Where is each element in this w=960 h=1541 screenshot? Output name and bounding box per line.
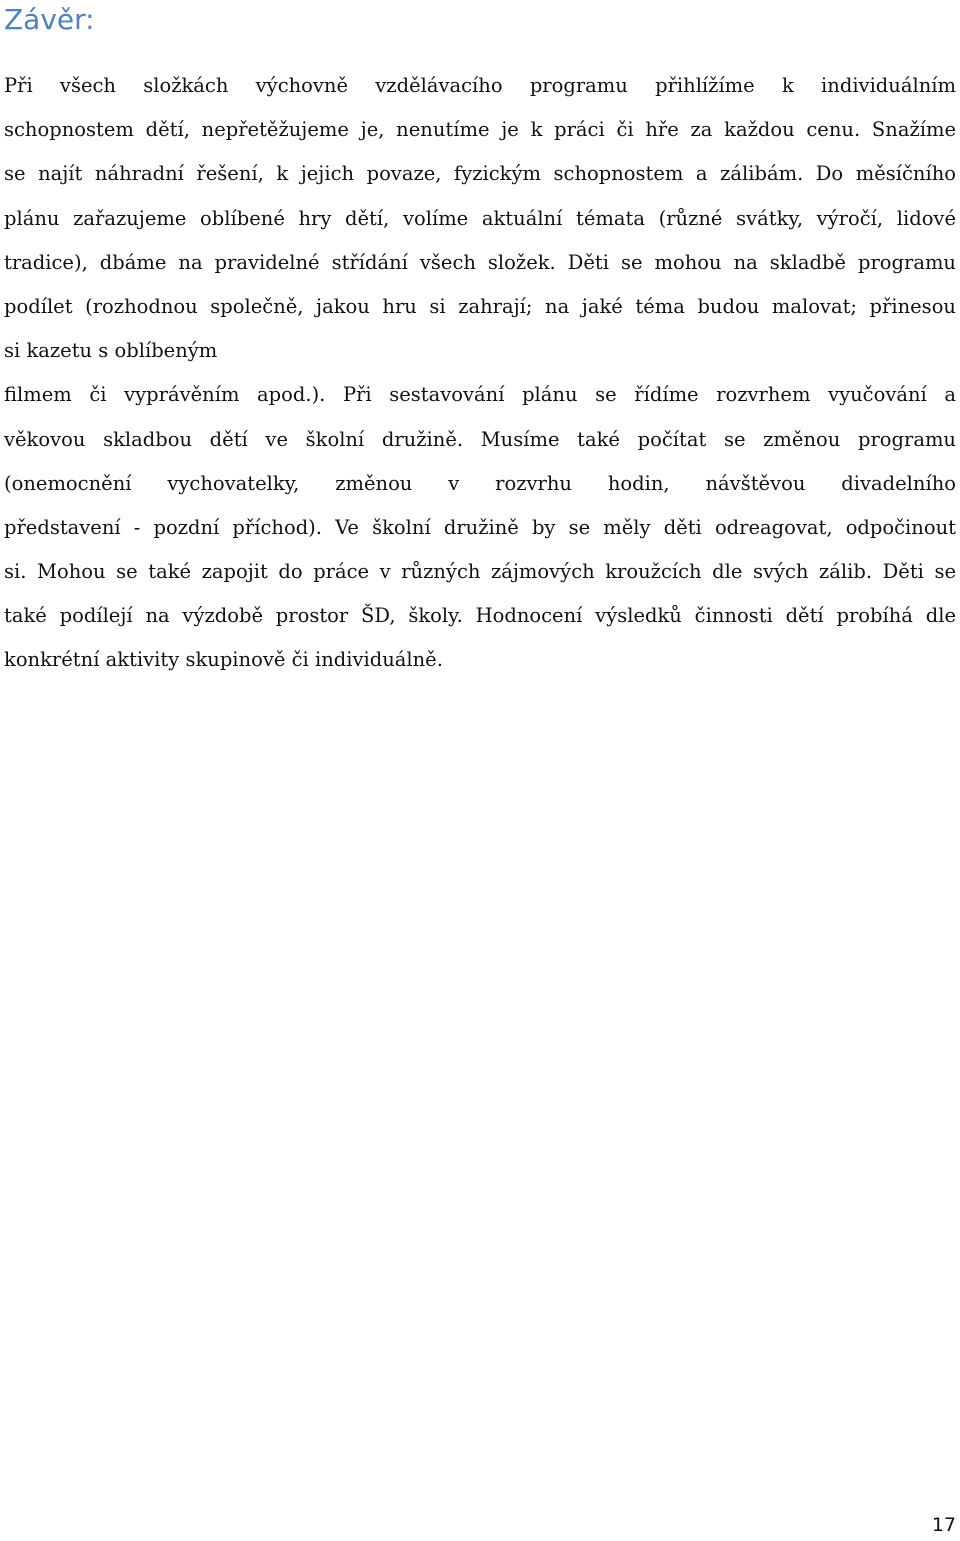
paragraph-line: (onemocnění vychovatelky, změnou v rozvrhu hodin, návštěvou divadelního [4,471,956,495]
body-paragraph [4,64,956,683]
paragraph-line: filmem či vyprávěním apod.). Při sestavování plánu se řídíme rozvrhem vyučování a [4,383,956,407]
paragraph-line: podílet (rozhodnou společně, jakou hru si zahrají; na jaké téma budou malovat; přinesou [4,294,956,318]
paragraph-line: schopnostem dětí, nepřetěžujeme je, nenutíme je k práci či hře za každou cenu. Snažíme [4,118,956,142]
paragraph-line: si kazetu s oblíbeným [4,339,218,363]
paragraph-line: plánu zařazujeme oblíbené hry dětí, volíme aktuální témata (různé svátky, výročí, lidové [4,206,956,230]
section-heading: Závěr: [4,3,95,36]
paragraph-line: se najít náhradní řešení, k jejich povaze, fyzickým schopnostem a zálibám. Do měsíčního [4,162,956,186]
paragraph-line: konkrétní aktivity skupinově či individuálně. [4,648,443,672]
paragraph-line: představení - pozdní příchod). Ve školní družině by se měly děti odreagovat, odpočinout [4,515,956,539]
paragraph-line: si. Mohou se také zapojit do práce v různých zájmových kroužcích dle svých zálib. Děti se [4,560,956,584]
page-number: 17 [931,1514,956,1536]
paragraph-line: tradice), dbáme na pravidelné střídání všech složek. Děti se mohou na skladbě programu [4,250,956,274]
paragraph-line: věkovou skladbou dětí ve školní družině. Musíme také počítat se změnou programu [4,427,956,451]
paragraph-line: také podílejí na výzdobě prostor ŠD, školy. Hodnocení výsledků činnosti dětí probíhá dle [4,604,956,628]
paragraph-line: Při všech složkách výchovně vzdělávacího programu přihlížíme k individuálním [4,74,956,97]
